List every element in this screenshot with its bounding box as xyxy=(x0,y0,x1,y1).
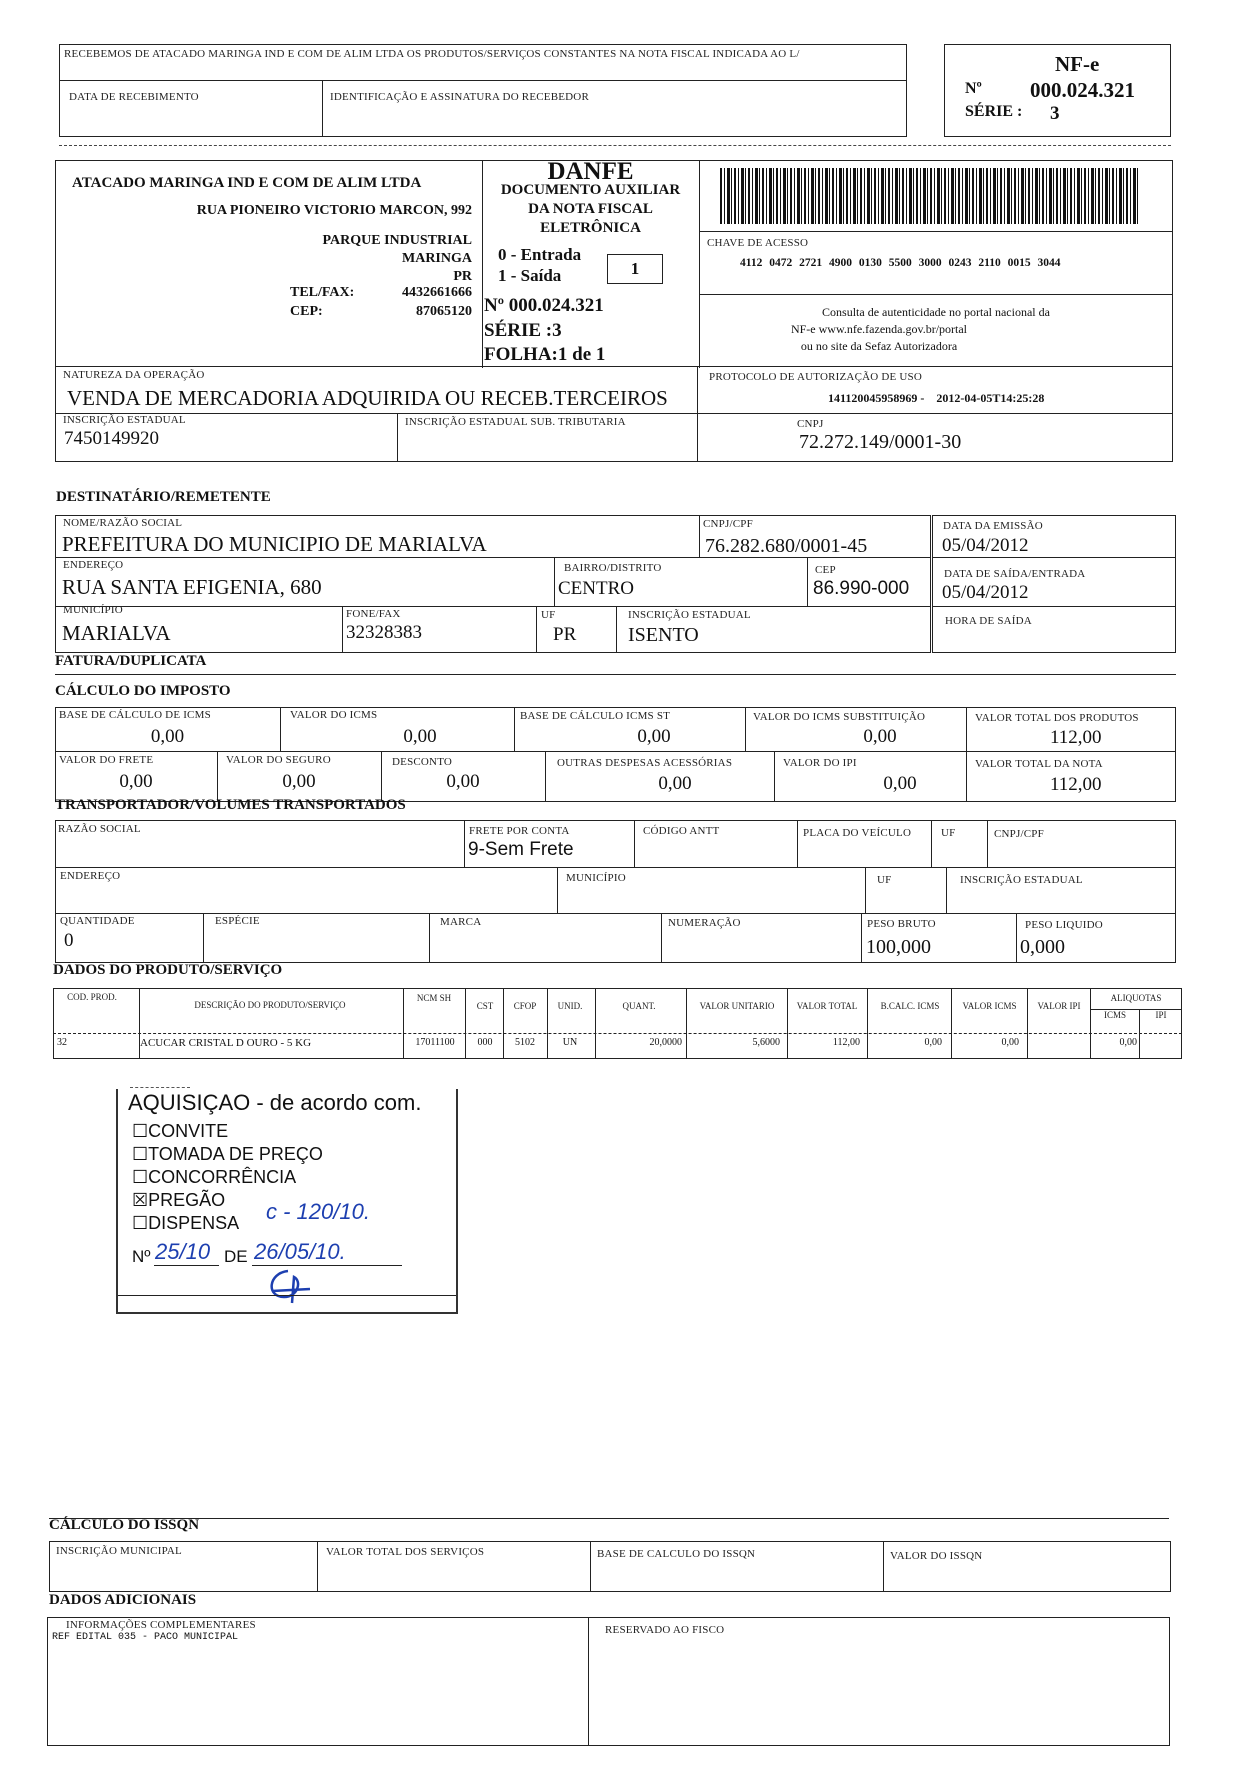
base-st-label: BASE DE CÁLCULO ICMS ST xyxy=(520,710,671,722)
ipi-label: VALOR DO IPI xyxy=(783,757,857,769)
table-column-divider xyxy=(1027,988,1028,1059)
dest-hora-label: HORA DE SAÍDA xyxy=(945,615,1032,627)
checkbox-icon: ☐ xyxy=(132,1167,149,1187)
danfe-line1: DOCUMENTO AUXILIAR xyxy=(500,182,681,198)
dest-ie-label: INSCRIÇÃO ESTADUAL xyxy=(628,609,751,621)
transp-cnpj-label: CNPJ/CPF xyxy=(994,828,1044,840)
ipi: 0,00 xyxy=(883,773,917,794)
stamp-convite xyxy=(132,1121,228,1142)
transp-qtd: 0 xyxy=(64,930,74,951)
total-prod: 112,00 xyxy=(1050,727,1102,748)
info-value: REF EDITAL 035 - PACO MUNICIPAL xyxy=(52,1632,239,1643)
dest-ie: ISENTO xyxy=(628,624,699,646)
dest-uf: PR xyxy=(553,624,577,645)
issqn-im-label: INSCRIÇÃO MUNICIPAL xyxy=(56,1545,182,1557)
cnpj-label: CNPJ xyxy=(797,418,824,430)
outras-label: OUTRAS DESPESAS ACESSÓRIAS xyxy=(557,757,733,769)
stamp-signature xyxy=(258,1267,318,1314)
stamp-pregao-num: c - 120/10. xyxy=(266,1199,370,1224)
checked-box-icon: ☒ xyxy=(132,1190,149,1210)
transp-qtd-label: QUANTIDADE xyxy=(60,915,135,927)
emitente-nome: ATACADO MARINGA IND E COM DE ALIM LTDA xyxy=(72,175,422,191)
table-column-divider xyxy=(867,988,868,1059)
transportador-section: TRANSPORTADOR/VOLUMES TRANSPORTADOS xyxy=(55,797,406,813)
consulta-line3: ou no site da Sefaz Autorizadora xyxy=(800,339,958,353)
danfe-tipo: 1 xyxy=(607,254,663,284)
issqn-servicos-label: VALOR TOTAL DOS SERVIÇOS xyxy=(326,1546,485,1558)
emitente-cep-label: CEP: xyxy=(290,304,323,319)
danfe-folha: FOLHA:1 de 1 xyxy=(484,344,606,365)
row-vtotal: 112,00 xyxy=(832,1037,860,1048)
dest-uf-label: UF xyxy=(541,609,556,621)
icms-sub: 0,00 xyxy=(863,726,897,747)
checkbox-icon: ☐ xyxy=(132,1213,149,1233)
stamp-no-label: Nº xyxy=(132,1247,151,1266)
checkbox-icon: ☐ xyxy=(132,1121,149,1141)
natureza-value: VENDA DE MERCADORIA ADQUIRIDA OU RECEB.TERCEIROS xyxy=(67,386,668,410)
dest-saida-label: DATA DE SAÍDA/ENTRADA xyxy=(944,568,1086,580)
table-column-divider xyxy=(547,988,548,1059)
col-cfop: CFOP xyxy=(513,1001,537,1011)
dest-fone-label: FONE/FAX xyxy=(346,608,401,620)
col-ncm: NCM SH xyxy=(416,993,452,1003)
nfe-serie: 3 xyxy=(1050,103,1060,124)
nfe-numero: 000.024.321 xyxy=(1030,78,1135,102)
dest-municipio: MARIALVA xyxy=(62,621,171,645)
dest-saida: 05/04/2012 xyxy=(942,582,1029,603)
identificacao-label: IDENTIFICAÇÃO E ASSINATURA DO RECEBEDOR xyxy=(330,91,589,103)
dest-cep-label: CEP xyxy=(815,564,836,576)
cnpj-value: 72.272.149/0001-30 xyxy=(799,431,962,453)
col-aliquotas: ALIQUOTAS xyxy=(1110,993,1162,1003)
issqn-section: CÁLCULO DO ISSQN xyxy=(49,1517,200,1533)
stamp-no-val: 25/10 xyxy=(155,1239,211,1264)
emitente-endereco: RUA PIONEIRO VICTORIO MARCON, 992 xyxy=(196,203,472,218)
stamp-concorrencia-label: CONCORRÊNCIA xyxy=(148,1167,297,1187)
data-recebimento-label: DATA DE RECEBIMENTO xyxy=(69,91,199,103)
dest-endereco-label: ENDEREÇO xyxy=(63,559,124,571)
transp-liquido: 0,000 xyxy=(1020,936,1065,958)
table-column-divider xyxy=(686,988,687,1059)
table-column-divider xyxy=(951,988,952,1059)
chave-value: 4112 0472 2721 4900 0130 5500 3000 0243 2110 0015 3044 xyxy=(740,257,1061,269)
row-cst: 000 xyxy=(477,1037,493,1048)
transp-bruto-label: PESO BRUTO xyxy=(867,918,936,930)
ie-st-label: INSCRIÇÃO ESTADUAL SUB. TRIBUTARIA xyxy=(405,416,626,428)
valor-icms-label: VALOR DO ICMS xyxy=(290,709,378,721)
transp-frete-label: FRETE POR CONTA xyxy=(469,825,570,837)
row-ncm: 17011100 xyxy=(415,1037,455,1048)
col-descricao: DESCRIÇÃO DO PRODUTO/SERVIÇO xyxy=(194,1000,346,1010)
dest-municipio-label: MUNICÍPIO xyxy=(63,604,123,616)
transp-frete: 9-Sem Frete xyxy=(468,839,574,860)
base-icms-label: BASE DE CÁLCULO DE ICMS xyxy=(59,709,211,721)
danfe-line3: ELETRÔNICA xyxy=(540,220,641,236)
transportador-box xyxy=(55,820,1176,963)
stamp-title: AQUISIÇAO - de acordo com. xyxy=(128,1090,422,1115)
emitente-telfax: 4432661666 xyxy=(402,285,472,300)
valor-icms: 0,00 xyxy=(403,726,437,747)
emitente-cidade: MARINGA xyxy=(402,251,472,266)
transp-municipio-label: MUNICÍPIO xyxy=(566,872,626,884)
row-bcalc: 0,00 xyxy=(924,1037,942,1048)
emitente-telfax-label: TEL/FAX: xyxy=(290,285,355,300)
stamp-top-dash xyxy=(130,1087,190,1088)
icms-sub-label: VALOR DO ICMS SUBSTITUIÇÃO xyxy=(753,711,926,723)
chave-label: CHAVE DE ACESSO xyxy=(707,237,809,249)
ie-value: 7450149920 xyxy=(64,428,159,449)
adicionais-section: DADOS ADICIONAIS xyxy=(49,1592,197,1608)
col-quant: QUANT. xyxy=(622,1001,656,1011)
nfe-serie-label: SÉRIE : xyxy=(965,103,1023,120)
danfe-entrada: 0 - Entrada xyxy=(498,245,582,264)
consulta-line1: Consulta de autenticidade no portal nacional da xyxy=(822,305,1050,319)
nfe-title: NF-e xyxy=(1055,52,1100,76)
danfe-title: DANFE xyxy=(547,158,634,185)
danfe-line2: DA NOTA FISCAL xyxy=(528,201,653,217)
dest-nome: PREFEITURA DO MUNICIPIO DE MARIALVA xyxy=(62,532,487,556)
col-icms: ICMS xyxy=(1103,1010,1126,1020)
desconto-label: DESCONTO xyxy=(392,756,453,768)
transp-especie-label: ESPÉCIE xyxy=(215,915,260,927)
total-nota: 112,00 xyxy=(1050,774,1102,795)
base-st: 0,00 xyxy=(637,726,671,747)
transp-liquido-label: PESO LIQUIDO xyxy=(1025,919,1103,931)
dest-endereco: RUA SANTA EFIGENIA, 680 xyxy=(62,575,322,599)
barcode xyxy=(720,168,1140,224)
total-nota-label: VALOR TOTAL DA NOTA xyxy=(975,758,1103,770)
stamp-de-label: DE xyxy=(224,1247,248,1266)
transp-bruto: 100,000 xyxy=(866,936,931,958)
stamp-pregao-label: PREGÃO xyxy=(148,1190,226,1210)
fisco-label: RESERVADO AO FISCO xyxy=(605,1624,725,1636)
emitente-cep: 87065120 xyxy=(416,304,472,319)
produtos-section: DADOS DO PRODUTO/SERVIÇO xyxy=(53,962,283,978)
seguro: 0,00 xyxy=(282,771,316,792)
transp-ie-label: INSCRIÇÃO ESTADUAL xyxy=(960,874,1083,886)
destinatario-section: DESTINATÁRIO/REMETENTE xyxy=(56,489,271,505)
row-aliq-icms: 0,00 xyxy=(1119,1037,1137,1048)
col-vicms: VALOR ICMS xyxy=(962,1001,1017,1011)
row-cfop: 5102 xyxy=(515,1037,535,1048)
info-label: INFORMAÇÕES COMPLEMENTARES xyxy=(66,1619,256,1631)
row-vicms: 0,00 xyxy=(1001,1037,1019,1048)
ie-label: INSCRIÇÃO ESTADUAL xyxy=(63,414,186,426)
dest-cep: 86.990-000 xyxy=(813,578,910,599)
stamp-pregao xyxy=(132,1190,225,1211)
emitente-uf: PR xyxy=(453,269,472,284)
protocolo-value: 141120045958969 - 2012-04-05T14:25:28 xyxy=(828,391,1045,405)
dest-bairro: CENTRO xyxy=(558,578,634,599)
frete-label: VALOR DO FRETE xyxy=(59,754,154,766)
stamp-convite-label: CONVITE xyxy=(148,1121,229,1141)
stamp xyxy=(116,1089,458,1314)
row-descricao: ACUCAR CRISTAL D OURO - 5 KG xyxy=(140,1037,312,1049)
danfe-serie: SÉRIE :3 xyxy=(484,320,562,341)
stamp-dispensa-label: DISPENSA xyxy=(148,1213,240,1233)
stamp-tomada-label: TOMADA DE PREÇO xyxy=(148,1144,323,1164)
total-prod-label: VALOR TOTAL DOS PRODUTOS xyxy=(975,712,1139,724)
issqn-base-label: BASE DE CALCULO DO ISSQN xyxy=(597,1548,756,1560)
col-cod: COD. PROD. xyxy=(67,992,117,1002)
frete: 0,00 xyxy=(119,771,153,792)
transp-numeracao-label: NUMERAÇÃO xyxy=(668,917,741,929)
outras: 0,00 xyxy=(658,773,692,794)
col-vunit: VALOR UNITARIO xyxy=(699,1001,775,1011)
table-column-divider xyxy=(787,988,788,1059)
transp-marca-label: MARCA xyxy=(440,916,482,928)
imposto-section: CÁLCULO DO IMPOSTO xyxy=(55,683,231,699)
base-icms: 0,00 xyxy=(150,726,185,747)
dest-bairro-label: BAIRRO/DISTRITO xyxy=(564,562,662,574)
col-ipi: IPI xyxy=(1155,1010,1167,1020)
fatura-section: FATURA/DUPLICATA xyxy=(55,653,207,669)
dest-emissao: 05/04/2012 xyxy=(942,535,1029,556)
col-vipi: VALOR IPI xyxy=(1037,1001,1081,1011)
dest-cnpj-label: CNPJ/CPF xyxy=(703,518,753,530)
dest-nome-label: NOME/RAZÃO SOCIAL xyxy=(63,517,183,529)
dest-emissao-label: DATA DA EMISSÃO xyxy=(943,520,1043,532)
row-unid: UN xyxy=(562,1037,578,1048)
consulta-line2: NF-e www.nfe.fazenda.gov.br/portal xyxy=(790,322,968,336)
checkbox-icon: ☐ xyxy=(132,1144,149,1164)
natureza-label: NATUREZA DA OPERAÇÃO xyxy=(63,369,205,381)
col-bcalc: B.CALC. ICMS xyxy=(880,1001,940,1011)
seguro-label: VALOR DO SEGURO xyxy=(226,754,331,766)
transp-uf2-label: UF xyxy=(877,874,892,886)
row-vunit: 5,6000 xyxy=(752,1037,780,1048)
danfe-saida: 1 - Saída xyxy=(498,266,562,285)
transp-uf-label: UF xyxy=(941,827,956,839)
stamp-de-val: 26/05/10. xyxy=(254,1239,346,1264)
nfe-numero-label: Nº xyxy=(965,80,982,97)
stamp-concorrencia xyxy=(132,1167,296,1188)
row-quant: 20,0000 xyxy=(649,1037,682,1048)
table-column-divider xyxy=(503,988,504,1059)
transp-antt-label: CÓDIGO ANTT xyxy=(643,825,720,837)
cut-line xyxy=(59,145,1171,146)
table-column-divider xyxy=(595,988,596,1059)
col-cst: CST xyxy=(476,1001,494,1011)
emitente-bairro: PARQUE INDUSTRIAL xyxy=(322,233,472,248)
dest-cnpj: 76.282.680/0001-45 xyxy=(705,535,868,557)
col-vtotal: VALOR TOTAL xyxy=(796,1001,858,1011)
dest-fone: 32328383 xyxy=(346,622,422,643)
table-column-divider xyxy=(403,988,404,1059)
protocolo-label: PROTOCOLO DE AUTORIZAÇÃO DE USO xyxy=(709,371,922,383)
danfe-numero: Nº 000.024.321 xyxy=(484,295,604,316)
transp-endereco-label: ENDEREÇO xyxy=(60,870,121,882)
col-unid: UNID. xyxy=(557,1001,583,1011)
canhoto-recebemos: RECEBEMOS DE ATACADO MARINGA IND E COM DE ALIM LTDA OS PRODUTOS/SERVIÇOS CONSTANTES NA NOTA FISCAL INDICADA AO L/ xyxy=(64,48,800,60)
transp-placa-label: PLACA DO VEÍCULO xyxy=(803,827,912,839)
table-column-divider xyxy=(465,988,466,1059)
transp-razao-label: RAZÃO SOCIAL xyxy=(58,823,141,835)
desconto: 0,00 xyxy=(446,771,480,792)
row-cod: 32 xyxy=(57,1037,67,1048)
stamp-dispensa xyxy=(132,1213,239,1234)
stamp-tomada xyxy=(132,1144,323,1165)
issqn-valor-label: VALOR DO ISSQN xyxy=(890,1550,983,1562)
